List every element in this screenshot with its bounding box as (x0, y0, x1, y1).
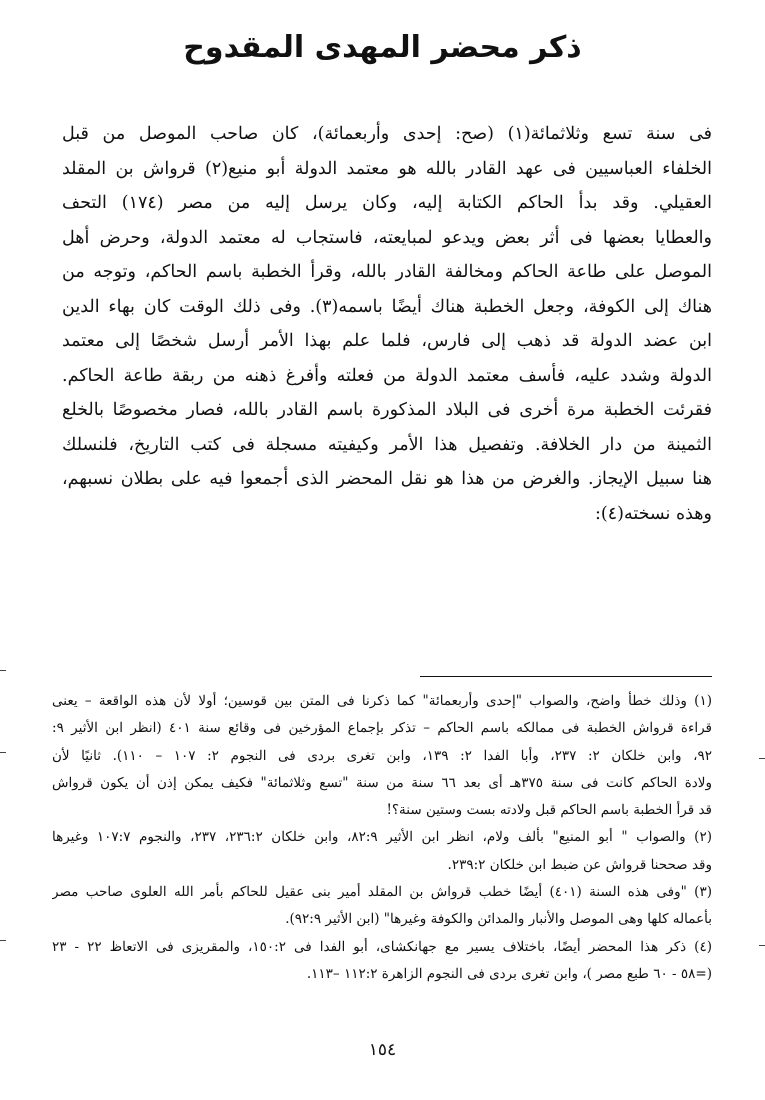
margin-tick-mark (0, 940, 6, 941)
page-number: ١٥٤ (368, 1040, 397, 1060)
footnote-line: (٣) "وفى هذه السنة (٤٠١) أيضًا خطب قرواش بن المقلد أمير بنى عقيل للحاكم بأمر الله العلوى صاحب مصر (52, 884, 712, 901)
main-text (62, 117, 712, 531)
body-line: فى سنة تسع وثلاثمائة(١) (صح: إحدى وأربعمائة)، كان صاحب الموصل من قبل (62, 124, 712, 144)
footnotes (52, 688, 712, 988)
footnote-separator (420, 676, 712, 677)
body-line: والعطايا بعضها فى أثر بعض ويدعو لمبايعته، فاستجاب له معتمد الدولة، وحرض أهل (62, 227, 712, 248)
footnote-line: (١) وذلك خطأ واضح، والصواب "إحدى وأربعمائة" كما ذكرنا فى المتن بين قوسين؛ أولا لأن هذه الواقعة – يعنى (52, 693, 712, 709)
footnote-line: (=٥٨ - ٦٠ طبع مصر )، وابن تغرى بردى فى النجوم الزاهرة ١١٢:٢ –١١٣. (306, 965, 712, 982)
footnote-line: وقد صححنا قرواش عن ضبط ابن خلكان ٢٣٩:٢. (447, 856, 712, 873)
footnote-line: ولادة الحاكم كانت فى سنة ٣٧٥هـ أى بعد ٦٦ سنة من سنة "تسع وثلاثمائة" فكيف يمكن إذن أن يكون قرواش (52, 774, 712, 791)
body-line: هنا سبيل الإيجاز. والغرض من هذا هو نقل المحضر الذى أجمعوا فيه على بطلان نسبهم، (62, 469, 712, 489)
footnote-line: بأعماله كلها وهى الموصل والأنبار والمدائن والكوفة وغيرها" (ابن الأثير ٩٢:٩). (285, 911, 712, 928)
body-line: هناك إلى الكوفة، وجعل الخطبة هناك أيضًا باسمه(٣). وفى ذلك الوقت كان بهاء الدين (62, 296, 712, 317)
margin-tick-mark (759, 945, 765, 946)
body-line: فقرئت الخطبة مرة أخرى فى البلاد المذكورة باسم القادر بالله، فصار مخصوصًا بالخلع (62, 400, 712, 420)
footnote-line: قراءة قرواش الخطبة فى ممالكه باسم الحاكم – تذكر بإجماع المؤرخين فى وقائع سنة ٤٠١ (انظر ابن الأثير ٩: (52, 720, 712, 737)
body-line: الموصل على طاعة الحاكم ومخالفة القادر بالله، وقرأ الخطبة باسم الحاكم، وتوجه من (62, 262, 712, 282)
page-title: ذكر محضر المهدى المقدوح (183, 30, 582, 65)
footnote-line: (٢) والصواب " أبو المنيع" بألف ولام، انظر ابن الأثير ٨٢:٩، وابن خلكان ٢٣٦:٢، ٢٣٧، والنجوم ١٠٧:٧ وغيرها (52, 829, 712, 846)
footnote-line: قد قرأ الخطبة باسم الحاكم قبل ولادته بست وستين سنة؟! (386, 802, 712, 819)
footnote-line: ٩٢، وابن خلكان ٢: ٢٣٧، وأبا الفدا ٢: ١٣٩، وابن تغرى بردى فى النجوم ٢: ١٠٧ – ١١٠). ثانيًا لأن (52, 747, 712, 764)
body-line: الدولة وشدد عليه، فأسف معتمد الدولة من فعلته وأفرغ ذهنه من ربقة طاعة الحاكم. (62, 365, 712, 386)
body-line: وهذه نسخته(٤): (594, 503, 712, 524)
margin-tick-mark (759, 758, 765, 759)
body-line: الخلفاء العباسيين فى عهد القادر بالله هو معتمد الدولة أبو منيع(٢) قرواش بن المقلد (62, 158, 712, 179)
body-line: ابن عضد الدولة قد ذهب إلى فارس، فلما علم بهذا الأمر أرسل شخصًا إلى معتمد (62, 331, 712, 351)
margin-tick-mark (0, 670, 6, 671)
footnote-line: (٤) ذكر هذا المحضر أيضًا، باختلاف يسير مع جهانكشاى، أبو الفدا فى ١٥٠:٢، والمقريزى فى الاتعاظ ٢٢ - ٢٣ (52, 938, 712, 955)
body-line: الثمينة من دار الخلافة. وتفصيل هذا الأمر وكيفيته مسجلة فى كتب التاريخ، فلنسلك (62, 434, 712, 455)
margin-tick-mark (0, 752, 6, 753)
body-line: العقيلي. وقد بدأ الحاكم الكتابة إليه، وكان يرسل إليه من مصر (١٧٤) التحف (62, 193, 712, 213)
